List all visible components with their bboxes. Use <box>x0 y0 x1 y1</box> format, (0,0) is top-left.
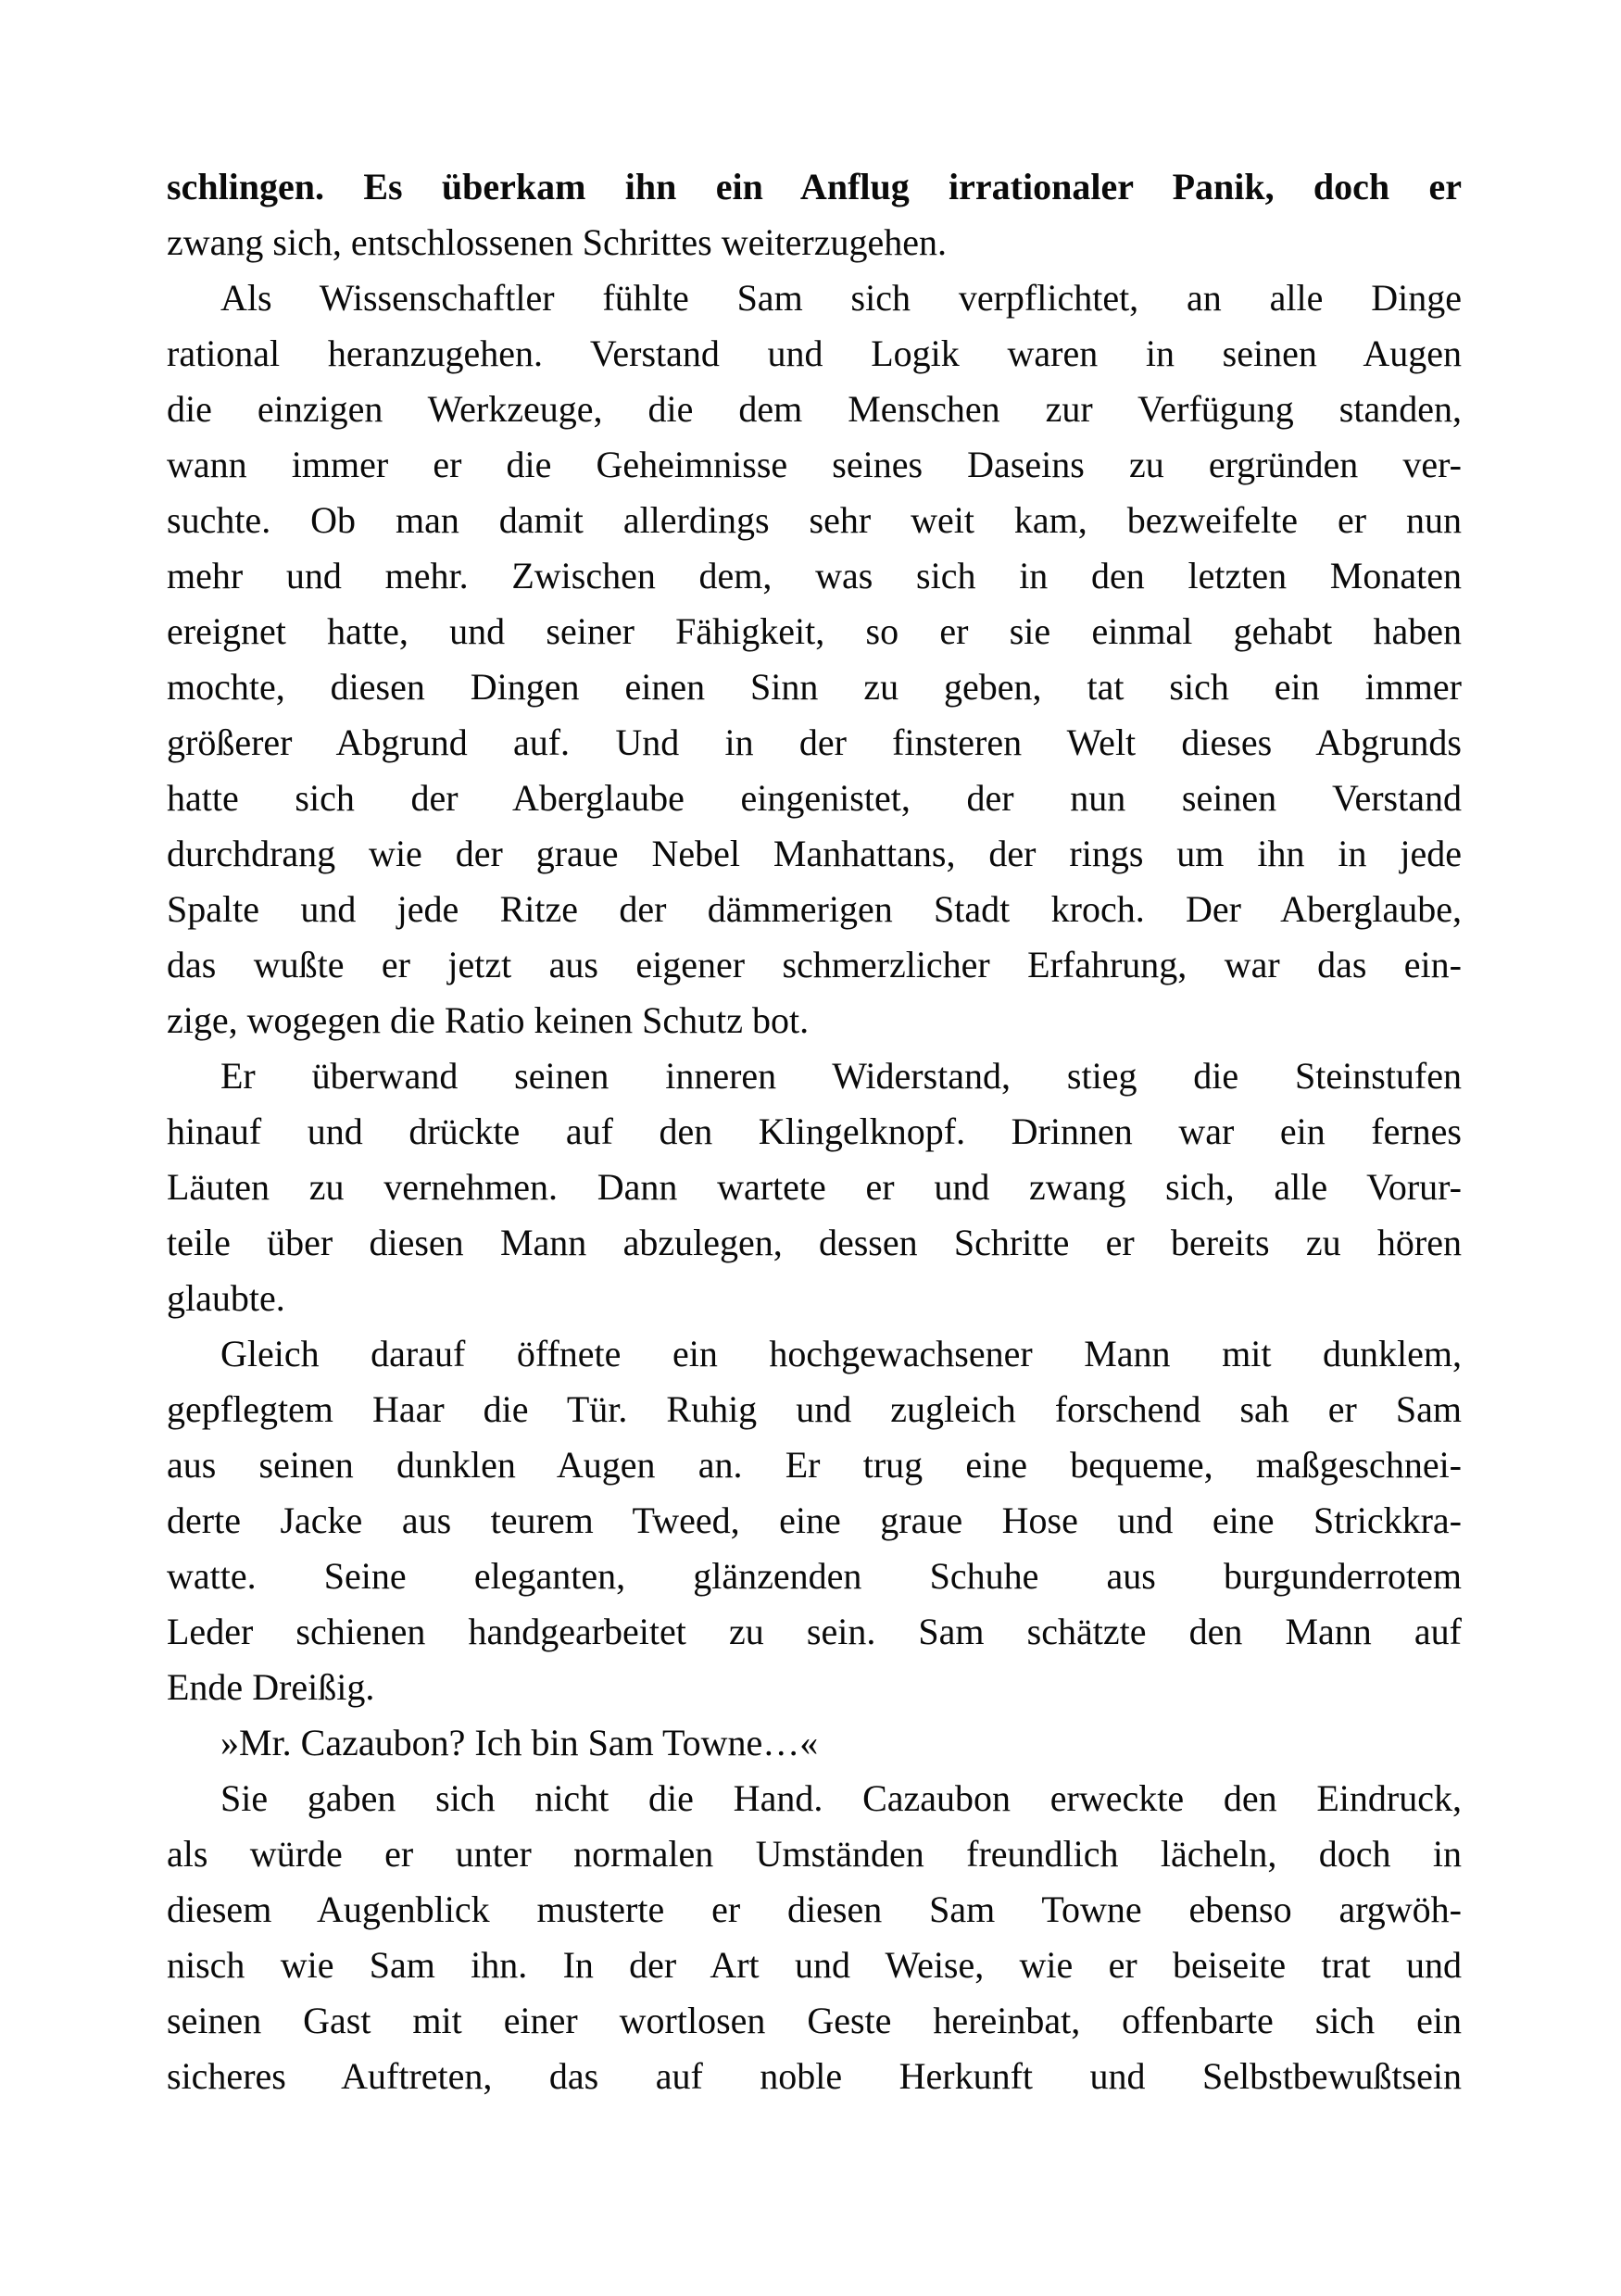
paragraph <box>167 1771 1462 2104</box>
text-line: Sie gaben sich nicht die Hand. Cazaubon erweckte den Eindruck, <box>220 1777 1462 1819</box>
paragraph <box>167 1326 1462 1715</box>
text-line: mochte, diesen Dingen einen Sinn zu geben, tat sich ein immer <box>167 666 1462 708</box>
text-line: derte Jacke aus teurem Tweed, eine graue Hose und eine Strickkra- <box>167 1499 1462 1541</box>
text-line: seinen Gast mit einer wortlosen Geste hereinbat, offenbarte sich ein <box>167 2000 1462 2041</box>
text-line: Läuten zu vernehmen. Dann wartete er und zwang sich, alle Vorur- <box>167 1166 1462 1208</box>
text-line: zwang sich, entschlossenen Schrittes weiterzugehen. <box>167 221 947 263</box>
text-line: teile über diesen Mann abzulegen, dessen Schritte er bereits zu hören <box>167 1222 1462 1263</box>
text-line: glaubte. <box>167 1277 285 1319</box>
text-line: rational heranzugehen. Verstand und Logik waren in seinen Augen <box>167 332 1462 374</box>
text-line: zige, wogegen die Ratio keinen Schutz bot. <box>167 999 810 1041</box>
text-line: Gleich darauf öffnete ein hochgewachsener Mann mit dunklem, <box>220 1333 1462 1374</box>
text-line: durchdrang wie der graue Nebel Manhattans, der rings um ihn in jede <box>167 833 1462 874</box>
text-line: nisch wie Sam ihn. In der Art und Weise, wie er beiseite trat und <box>167 1944 1462 1986</box>
text-line: mehr und mehr. Zwischen dem, was sich in den letzten Monaten <box>167 555 1462 596</box>
text-line: suchte. Ob man damit allerdings sehr weit kam, bezweifelte er nun <box>167 499 1462 541</box>
text-line: hinauf und drückte auf den Klingelknopf. Drinnen war ein fernes <box>167 1110 1462 1152</box>
paragraph <box>167 1715 1462 1771</box>
text-block <box>167 159 1462 2104</box>
text-line: Spalte und jede Ritze der dämmerigen Stadt kroch. Der Aberglaube, <box>167 888 1462 930</box>
text-line: schlingen. Es überkam ihn ein Anflug irrationaler Panik, doch er <box>167 166 1462 207</box>
text-line: wann immer er die Geheimnisse seines Daseins zu ergründen ver- <box>167 444 1462 485</box>
text-line: Ende Dreißig. <box>167 1666 375 1708</box>
text-line: größerer Abgrund auf. Und in der finsteren Welt dieses Abgrunds <box>167 721 1462 763</box>
paragraph <box>167 270 1462 1048</box>
text-line: das wußte er jetzt aus eigener schmerzlicher Erfahrung, war das ein- <box>167 944 1462 985</box>
text-line: diesem Augenblick musterte er diesen Sam Towne ebenso argwöh- <box>167 1888 1462 1930</box>
text-line: Er überwand seinen inneren Widerstand, stieg die Steinstufen <box>220 1055 1462 1097</box>
text-line: gepflegtem Haar die Tür. Ruhig und zugleich forschend sah er Sam <box>167 1388 1462 1430</box>
text-line: »Mr. Cazaubon? Ich bin Sam Towne…« <box>220 1722 819 1763</box>
text-line: ereignet hatte, und seiner Fähigkeit, so er sie einmal gehabt haben <box>167 610 1462 652</box>
text-line: die einzigen Werkzeuge, die dem Menschen zur Verfügung standen, <box>167 388 1462 430</box>
paragraph <box>167 1048 1462 1326</box>
text-line: Leder schienen handgearbeitet zu sein. Sam schätzte den Mann auf <box>167 1611 1462 1652</box>
text-line: als würde er unter normalen Umständen freundlich lächeln, doch in <box>167 1833 1462 1875</box>
text-line: sicheres Auftreten, das auf noble Herkunft und Selbstbewußtsein <box>167 2055 1462 2097</box>
text-line: Als Wissenschaftler fühlte Sam sich verpflichtet, an alle Dinge <box>220 277 1462 319</box>
paragraph <box>167 159 1462 270</box>
text-line: watte. Seine eleganten, glänzenden Schuhe aus burgunderrotem <box>167 1555 1462 1597</box>
text-line: aus seinen dunklen Augen an. Er trug eine bequeme, maßgeschnei- <box>167 1444 1462 1486</box>
text-line: hatte sich der Aberglaube eingenistet, der nun seinen Verstand <box>167 777 1462 819</box>
